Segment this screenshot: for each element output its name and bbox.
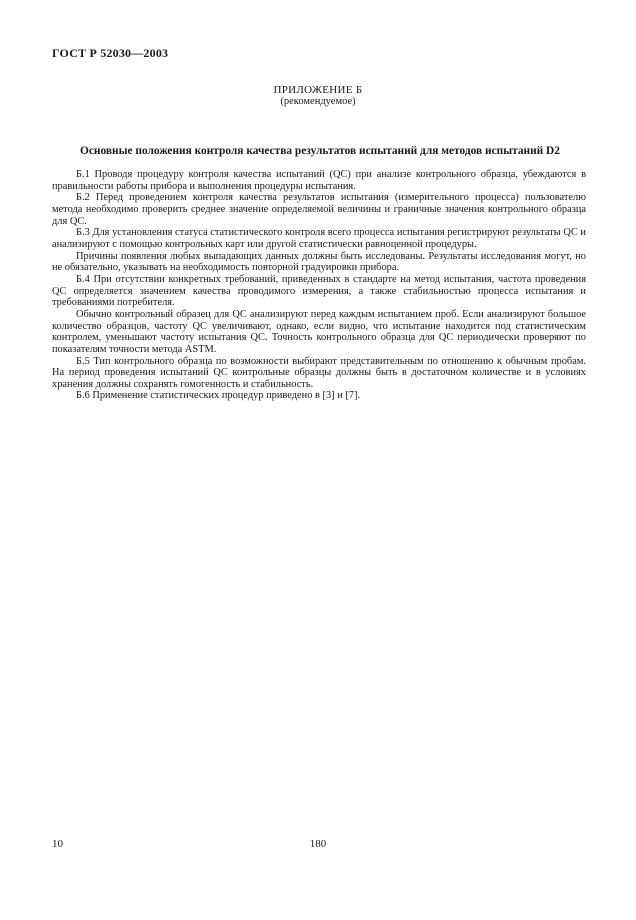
paragraph-b3-outliers: Причины появления любых выпадающих данных должны быть исследованы. Результаты исследования могут, но не обязательно, указывать на необходимость повторной градуировки прибора.: [52, 250, 586, 274]
paragraph-b3: Б.3 Для установления статуса статистического контроля всего процесса испытания регистрируют результаты QC и анализируют с помощью контрольных карт или другой статистически равноценной процедуры.: [52, 227, 586, 250]
sheet-number: 180: [309, 838, 327, 850]
paragraph-b1: Б.1 Проводя процедуру контроля качества испытаний (QC) при анализе контрольного образца, убеждаются в правильности работы прибора и выполнения процедуры испытания.: [52, 169, 586, 192]
document-header-standard: ГОСТ Р 52030—2003: [52, 46, 169, 60]
section-heading: Основные положения контроля качества результатов испытаний для методов испытаний D2: [80, 145, 560, 157]
paragraph-b4: Б.4 При отсутствии конкретных требований, приведенных в стандарте на метод испытания, частота проведения QC определяется значением качества проводимого измерения, а также стабильностью процесса испытания и требованиями потребителя.: [52, 273, 586, 309]
paragraph-b4-frequency: Обычно контрольный образец для QC анализируют перед каждым испытанием проб. Если анализируют большое количество образцов, частоту QC увеличивают, однако, если видно, что испытание находится под статистическим контролем, уменьшают частоту испытания QC. Точность контрольного образца для QC периодически проверяют по показателям точности метода ASTM.: [52, 308, 586, 355]
page-number: 10: [52, 838, 63, 850]
paragraph-b5: Б.5 Тип контрольного образца по возможности выбирают представительным по отношению к обычным пробам. На период проведения испытаний QC контрольные образцы должны быть в достаточном количестве и в условиях хранения должны сохранять гомогенность и стабильность.: [52, 355, 586, 390]
document-body: [52, 169, 586, 402]
paragraph-b2: Б.2 Перед проведением контроля качества результатов испытания (измерительного процесса) пользователю метода необходимо проверить среднее значение определяемой величины и граничные значения контрольного образца для QC.: [52, 192, 586, 227]
appendix-title: ПРИЛОЖЕНИЕ Б: [273, 84, 363, 96]
paragraph-b6: Б.6 Применение статистических процедур приведено в [3] и [7].: [76, 390, 361, 402]
appendix-status: (рекомендуемое): [280, 96, 356, 107]
